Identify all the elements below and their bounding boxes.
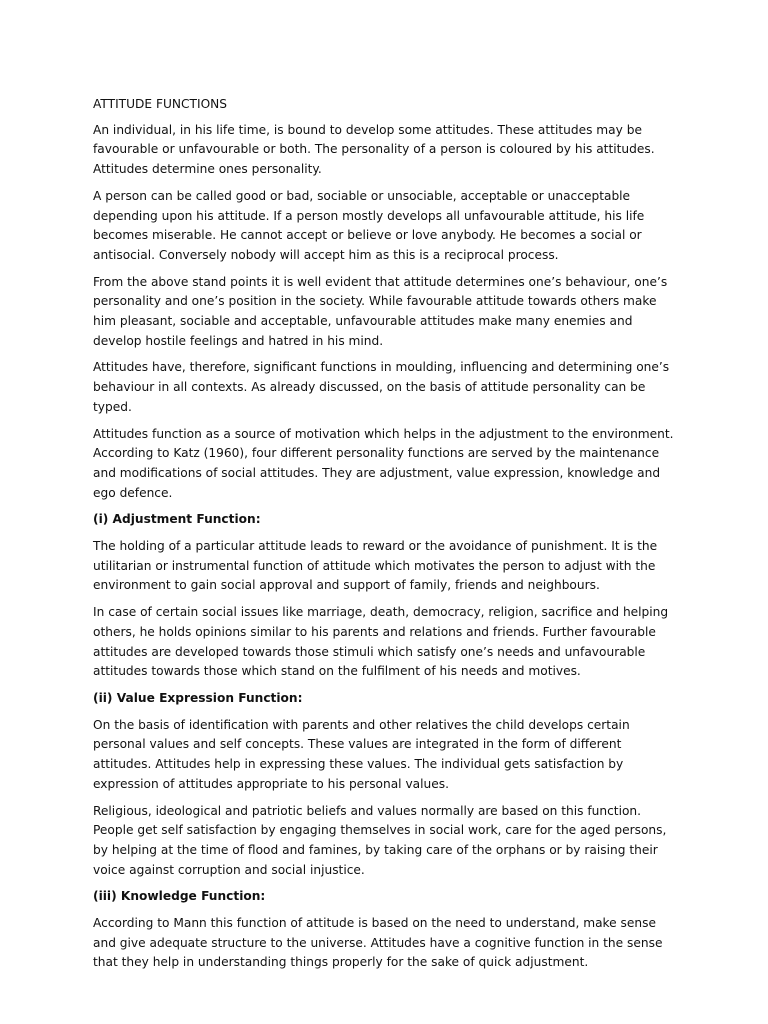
- intro-paragraph-4: Attitudes have, therefore, significant functions in moulding, influencing and determining one’s behaviour in all contexts. As already discussed, on the basis of attitude personality can be typed.: [93, 360, 670, 414]
- document-title: ATTITUDE FUNCTIONS: [93, 97, 228, 111]
- intro-paragraph-2: A person can be called good or bad, sociable or unsociable, acceptable or unacceptable depending upon his attitude. If a person mostly develops all unfavourable attitude, his life becomes miserable. He cannot accept or believe or love anybody. He becomes a social or antisocial. Conversely nobody will accept him as this is a reciprocal process.: [93, 188, 645, 262]
- section-heading-value-expression: (ii) Value Expression Function:: [93, 690, 303, 705]
- adjustment-paragraph-2: In case of certain social issues like marriage, death, democracy, religion, sacrifice and helping others, he holds opinions similar to his parents and relations and friends. Further favourable attitudes are developed towards those stimuli which satisfy one’s needs and unfavourable attitudes towards those which stand on the fulfilment of his needs and motives.: [93, 605, 669, 679]
- intro-paragraph-5: Attitudes function as a source of motivation which helps in the adjustment to the environment. According to Katz (1960), four different personality functions are served by the maintenance and modifications of social attitudes. They are adjustment, value expression, knowledge and ego defence.: [93, 426, 674, 500]
- document-body: [93, 95, 681, 980]
- section-heading-knowledge: (iii) Knowledge Function:: [93, 889, 266, 904]
- value-expression-paragraph-2: Religious, ideological and patriotic beliefs and values normally are based on this function. People get self satisfaction by engaging themselves in social work, care for the aged persons, by helping at the time of flood and famines, by taking care of the orphans or by raising their voice against corruption and social injustice.: [93, 803, 667, 877]
- intro-paragraph-1: An individual, in his life time, is bound to develop some attitudes. These attitudes may be favourable or unfavourable or both. The personality of a person is coloured by his attitudes. Attitudes determine ones personality.: [93, 122, 655, 177]
- knowledge-paragraph-1: According to Mann this function of attitude is based on the need to understand, make sense and give adequate structure to the universe. Attitudes have a cognitive function in the sense that they help in understanding things properly for the sake of quick adjustment.: [93, 916, 663, 970]
- value-expression-paragraph-1: On the basis of identification with parents and other relatives the child develops certain personal values and self concepts. These values are integrated in the form of different attitudes. Attitudes help in expressing these values. The individual gets satisfaction by expression of attitudes appropriate to his personal values.: [93, 717, 630, 791]
- adjustment-paragraph-1: The holding of a particular attitude leads to reward or the avoidance of punishment. It is the utilitarian or instrumental function of attitude which motivates the person to adjust with the environment to gain social approval and support of family, friends and neighbours.: [93, 539, 658, 593]
- intro-paragraph-3: From the above stand points it is well evident that attitude determines one’s behaviour, one’s personality and one’s position in the society. While favourable attitude towards others make him pleasant, sociable and acceptable, unfavourable attitudes make many enemies and develop hostile feelings and hatred in his mind.: [93, 274, 668, 348]
- section-heading-adjustment: (i) Adjustment Function:: [93, 512, 261, 527]
